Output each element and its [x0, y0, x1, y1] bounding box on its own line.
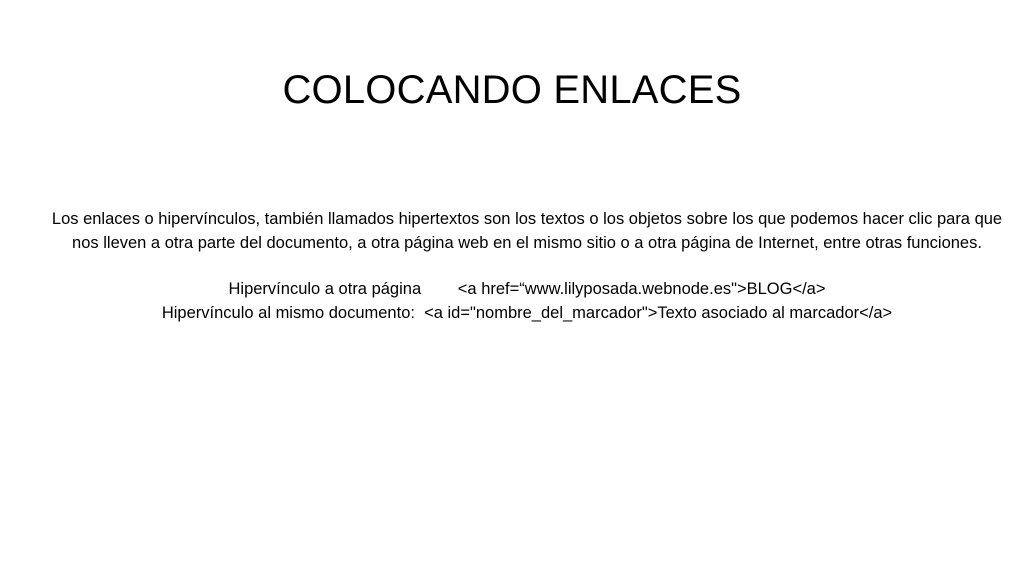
slide-title: COLOCANDO ENLACES	[282, 68, 742, 112]
paragraph-spacer	[50, 255, 1004, 277]
internal-link-example: Hipervínculo al mismo documento: <a id="nombre_del_marcador">Texto asociado al marcador</a>	[161, 304, 893, 322]
external-link-example: Hipervínculo a otra página <a href=“www.lilyposada.webnode.es">BLOG</a>	[228, 280, 826, 298]
slide-body	[50, 207, 1004, 325]
intro-paragraph: Los enlaces o hipervínculos, también llamados hipertextos son los textos o los objetos sobre los que podemos hacer clic para que nos lleven a otra parte del documento, a otra página web en el mismo sitio o a otra página de Internet, entre otras funciones.	[51, 210, 1003, 252]
